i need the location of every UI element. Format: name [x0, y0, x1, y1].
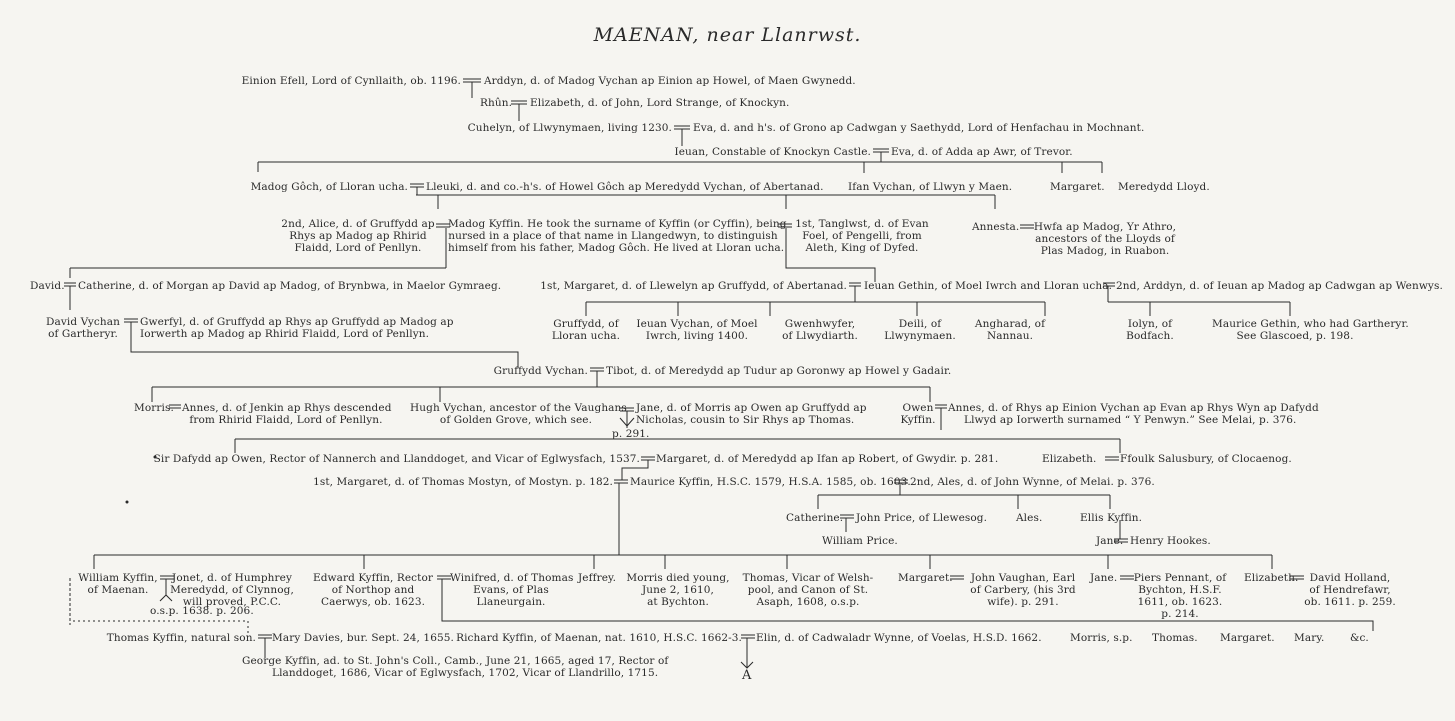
annes-jenkin-line-2: from Rhirid Flaidd, Lord of Penllyn. — [189, 414, 383, 426]
jonet-line-1: Jonet, d. of Humphrey — [172, 572, 292, 584]
winifred-line-3: Llaneurgain. — [476, 596, 546, 608]
spouse-meredydd-lloyd: Meredydd Lloyd. — [1118, 181, 1210, 193]
child-mary: Mary. — [1294, 632, 1325, 644]
annes-rhys-line-2: Llwyd ap Iorwerth surnamed “ Y Penwyn.” See Melai, p. 376. — [964, 414, 1297, 426]
person-gruffydd-vychan: Gruffydd Vychan. — [493, 365, 588, 377]
person-richard-kyffin: Richard Kyffin, of Maenan, nat. 1610, H.S.C. 1662-3. — [456, 632, 742, 644]
owen-kyffin-line-1: Owen — [902, 402, 934, 414]
spouse-henry-hookes: Henry Hookes. — [1130, 535, 1211, 547]
person-owen-kyffin — [898, 402, 938, 426]
george-kyffin-line-1: George Kyffin, ad. to St. John's Coll., Camb., June 21, 1665, aged 17, Rector of — [242, 655, 669, 667]
spouse-eva-adda: Eva, d. of Adda ap Awr, of Trevor. — [891, 146, 1073, 158]
hwfa-line-1: Hwfa ap Madog, Yr Athro, — [1033, 221, 1177, 233]
morris-young-line-1: Morris died young, — [626, 572, 730, 584]
spouse-jane-morris — [636, 402, 867, 426]
alice-line-3: Flaidd, Lord of Penllyn. — [294, 242, 422, 254]
ieuan-vychan-line-2: Iwrch, living 1400. — [645, 330, 749, 342]
iolyn-line-1: Iolyn, of — [1127, 318, 1173, 330]
madog-kyffin-line-1: Madog Kyffin. He took the surname of Kyffin (or Cyffin), being — [448, 218, 787, 230]
william-kyffin-line-1: William Kyffin, — [78, 572, 158, 584]
child-maurice-gethin — [1212, 318, 1409, 342]
piers-pennant-line-2: Bychton, H.S.F. — [1138, 584, 1222, 596]
page-title: MAENAN, near Llanrwst. — [593, 24, 862, 46]
spouse-annes-jenkin — [182, 402, 390, 426]
child-catherine: Catherine. — [786, 512, 844, 524]
gwenhwyfer-line-1: Gwenhwyfer, — [784, 318, 856, 330]
gruffydd-line-2: Lloran ucha. — [551, 330, 621, 342]
person-morris: Morris. — [134, 402, 174, 414]
maurice-gethin-line-1: Maurice Gethin, who had Gartheryr. — [1212, 318, 1409, 330]
spouse-elin: Elin, d. of Cadwaladr Wynne, of Voelas, H.S.D. 1662. — [756, 632, 1042, 644]
person-jane-g14: Jane. — [1090, 572, 1118, 584]
angharad-line-2: Nannau. — [986, 330, 1034, 342]
person-thomas-vicar — [738, 572, 878, 608]
gwerfyl-line-2: Iorwerth ap Madog ap Rhirid Flaidd, Lord of Penllyn. — [140, 328, 430, 340]
annes-rhys-line-1: Annes, d. of Rhys ap Einion Vychan ap Evan ap Rhys Wyn ap Dafydd — [948, 402, 1319, 414]
spouse-hwfa — [1030, 221, 1180, 257]
child-ieuan-vychan — [632, 318, 762, 342]
piers-pennant-line-4: p. 214. — [1161, 608, 1199, 620]
alice-line-1: 2nd, Alice, d. of Gruffydd ap — [281, 218, 435, 230]
owen-kyffin-line-2: Kyffin. — [900, 414, 936, 426]
child-deili — [874, 318, 966, 342]
spouse-lleuki: Lleuki, d. and co.-h's. of Howel Gôch ap Meredydd Vychan, of Abertanad. — [426, 181, 824, 193]
david-vychan-line-1: David Vychan — [46, 316, 120, 328]
gruffydd-line-1: Gruffydd, of — [553, 318, 619, 330]
child-margaret: Margaret. — [1220, 632, 1275, 644]
piers-pennant-line-3: 1611, ob. 1623. — [1137, 596, 1223, 608]
spouse-ales-wynne: 2nd, Ales, d. of John Wynne, of Melai. p. 376. — [910, 476, 1155, 488]
annes-jenkin-line-1: Annes, d. of Jenkin ap Rhys descended — [182, 402, 392, 414]
madog-kyffin-line-2: nursed in a place of that name in Llangedwyn, to distinguish — [448, 230, 778, 242]
william-kyffin-line-2: of Maenan. — [87, 584, 149, 596]
spouse-catherine-morgan: Catherine, d. of Morgan ap David ap Madog, of Brynbwa, in Maelor Gymraeg. — [78, 280, 502, 292]
person-margaret-g14: Margaret. — [898, 572, 953, 584]
child-thomas: Thomas. — [1152, 632, 1198, 644]
spouse-arddyn-ieuan: 2nd, Arddyn, d. of Ieuan ap Madog ap Cadwgan ap Wenwys. — [1116, 280, 1443, 292]
person-annesta: Annesta. — [972, 221, 1020, 233]
john-vaughan-line-1: John Vaughan, Earl — [970, 572, 1076, 584]
grandchild-jane: Jane. — [1096, 535, 1124, 547]
john-vaughan-line-3: wife). p. 291. — [987, 596, 1059, 608]
spouse-alice — [280, 218, 436, 254]
child-morris-sp: Morris, s.p. — [1070, 632, 1133, 644]
madog-kyffin-line-3: himself from his father, Madog Gôch. He lived at Lloran ucha. — [448, 242, 785, 254]
grandchild-william-price: William Price. — [822, 535, 898, 547]
person-einion-efell: Einion Efell, Lord of Cynllaith, ob. 1196. — [241, 75, 461, 87]
child-gruffydd — [540, 318, 632, 342]
spouse-john-price: John Price, of Llewesog. — [856, 512, 988, 524]
david-holland-line-1: David Holland, — [1309, 572, 1391, 584]
person-ieuan-gethin: Ieuan Gethin, of Moel Iwrch and Lloran ucha. — [864, 280, 1113, 292]
spouse-john-vaughan — [964, 572, 1082, 608]
ieuan-vychan-line-1: Ieuan Vychan, of Moel — [636, 318, 758, 330]
deili-line-2: Llwynymaen. — [884, 330, 956, 342]
edward-kyffin-line-2: of Northop and — [331, 584, 415, 596]
person-david-vychan — [44, 316, 122, 340]
david-holland-line-2: of Hendrefawr, — [1309, 584, 1391, 596]
child-gwenhwyfer — [770, 318, 870, 342]
child-etc: &c. — [1350, 632, 1369, 644]
child-ales: Ales. — [1016, 512, 1043, 524]
jane-morris-line-1: Jane, d. of Morris ap Owen ap Gruffydd ap — [636, 402, 867, 414]
child-ellis-kyffin: Ellis Kyffin. — [1080, 512, 1143, 524]
jane-morris-line-2: Nicholas, cousin to Sir Rhys ap Thomas. — [636, 414, 855, 426]
spouse-gwerfyl — [140, 316, 454, 340]
person-david: David. — [30, 280, 65, 292]
winifred-line-1: Winifred, d. of Thomas — [450, 572, 574, 584]
spouse-winifred — [450, 572, 572, 608]
john-vaughan-line-2: of Carbery, (his 3rd — [970, 584, 1076, 596]
person-thomas-kyffin-natural: Thomas Kyffin, natural son. — [106, 632, 256, 644]
spouse-mary-davies: Mary Davies, bur. Sept. 24, 1655. — [272, 632, 454, 644]
note-osp-1638: o.s.p. 1638. p. 206. — [150, 605, 254, 617]
person-margaret-g5: Margaret. — [1050, 181, 1105, 193]
iolyn-line-2: Bodfach. — [1126, 330, 1174, 342]
spouse-arddyn: Arddyn, d. of Madog Vychan ap Einion ap Howel, of Maen Gwynedd. — [484, 75, 856, 87]
winifred-line-2: Evans, of Plas — [473, 584, 549, 596]
person-william-kyffin — [76, 572, 160, 596]
hwfa-line-2: ancestors of the Lloyds of — [1035, 233, 1175, 245]
tanglwst-line-2: Foel, of Pengelli, from — [802, 230, 922, 242]
jonet-line-2: Meredydd, of Clynnog, — [170, 584, 294, 596]
morris-young-line-2: June 2, 1610, — [641, 584, 714, 596]
person-elizabeth-g11: Elizabeth. — [1042, 453, 1097, 465]
person-madog-kyffin — [448, 218, 787, 254]
person-edward-kyffin — [308, 572, 438, 608]
person-hugh-vychan — [410, 402, 627, 426]
david-holland-line-3: ob. 1611. p. 259. — [1304, 596, 1396, 608]
spouse-margaret-meredydd: Margaret, d. of Meredydd ap Ifan ap Robert, of Gwydir. p. 281. — [656, 453, 999, 465]
spouse-piers-pennant — [1130, 572, 1230, 620]
deili-line-1: Deili, of — [898, 318, 942, 330]
tanglwst-line-3: Aleth, King of Dyfed. — [805, 242, 919, 254]
hugh-vychan-line-2: of Golden Grove, which see. — [439, 414, 593, 426]
spouse-elizabeth-strange: Elizabeth, d. of John, Lord Strange, of Knockyn. — [530, 97, 790, 109]
person-george-kyffin — [242, 655, 668, 679]
alice-line-2: Rhys ap Madog ap Rhirid — [289, 230, 427, 242]
page-ref-291: p. 291. — [612, 428, 650, 440]
maurice-gethin-line-2: See Glascoed, p. 198. — [1236, 330, 1354, 342]
gwenhwyfer-line-2: of Llwydiarth. — [782, 330, 858, 342]
spouse-tanglwst — [794, 218, 930, 254]
person-ifan-vychan: Ifan Vychan, of Llwyn y Maen. — [848, 181, 1013, 193]
spouse-tibot: Tibot, d. of Meredydd ap Tudur ap Goronwy ap Howel y Gadair. — [606, 365, 952, 377]
gwerfyl-line-1: Gwerfyl, d. of Gruffydd ap Rhys ap Gruffydd ap Madog ap — [140, 316, 454, 328]
child-angharad — [970, 318, 1050, 342]
spouse-david-holland — [1300, 572, 1400, 608]
morris-young-line-3: at Bychton. — [647, 596, 709, 608]
person-maurice-kyffin: Maurice Kyffin, H.S.C. 1579, H.S.A. 1585, ob. 1603. — [630, 476, 911, 488]
spouse-eva-grono: Eva, d. and h's. of Grono ap Cadwgan y Saethydd, Lord of Henfachau in Mochnant. — [693, 122, 1145, 134]
david-vychan-line-2: of Gartheryr. — [48, 328, 118, 340]
edward-kyffin-line-1: Edward Kyffin, Rector — [312, 572, 434, 584]
thomas-vicar-line-2: pool, and Canon of St. — [747, 584, 869, 596]
person-madog-goch: Madog Gôch, of Lloran ucha. — [250, 181, 408, 193]
hugh-vychan-line-1: Hugh Vychan, ancestor of the Vaughans — [410, 402, 627, 414]
spouse-margaret-llewelyn: 1st, Margaret, d. of Llewelyn ap Gruffydd, of Abertanad. — [540, 280, 847, 292]
spouse-ffoulk: Ffoulk Salusbury, of Clocaenog. — [1120, 453, 1292, 465]
person-rhun: Rhûn. — [480, 97, 513, 109]
person-cuhelyn: Cuhelyn, of Llwynymaen, living 1230. — [467, 122, 672, 134]
person-elizabeth-g14: Elizabeth. — [1244, 572, 1299, 584]
thomas-vicar-line-1: Thomas, Vicar of Welsh- — [742, 572, 874, 584]
continuation-marker-a: A — [742, 668, 752, 683]
person-ieuan-constable: Ieuan, Constable of Knockyn Castle. — [674, 146, 871, 158]
edward-kyffin-line-3: Caerwys, ob. 1623. — [320, 596, 426, 608]
george-kyffin-line-2: Llanddoget, 1686, Vicar of Eglwysfach, 1702, Vicar of Llandrillo, 1715. — [272, 667, 659, 679]
spouse-margaret-mostyn: 1st, Margaret, d. of Thomas Mostyn, of Mostyn. p. 182. — [313, 476, 613, 488]
person-sir-dafydd: Sir Dafydd ap Owen, Rector of Nannerch and Llanddoget, and Vicar of Eglwysfach, 1537. — [153, 453, 640, 465]
thomas-vicar-line-3: Asaph, 1608, o.s.p. — [756, 596, 860, 608]
tanglwst-line-1: 1st, Tanglwst, d. of Evan — [795, 218, 929, 230]
spouse-annes-rhys — [948, 402, 1319, 426]
angharad-line-1: Angharad, of — [974, 318, 1046, 330]
child-iolyn — [1120, 318, 1180, 342]
spouse-jonet — [170, 572, 294, 608]
hwfa-line-3: Plas Madog, in Ruabon. — [1040, 245, 1170, 257]
person-morris-young — [624, 572, 732, 608]
piers-pennant-line-1: Piers Pennant, of — [1133, 572, 1227, 584]
jonet-line-3: will proved, P.C.C. — [182, 596, 282, 608]
person-jeffrey: Jeffrey. — [578, 572, 617, 584]
